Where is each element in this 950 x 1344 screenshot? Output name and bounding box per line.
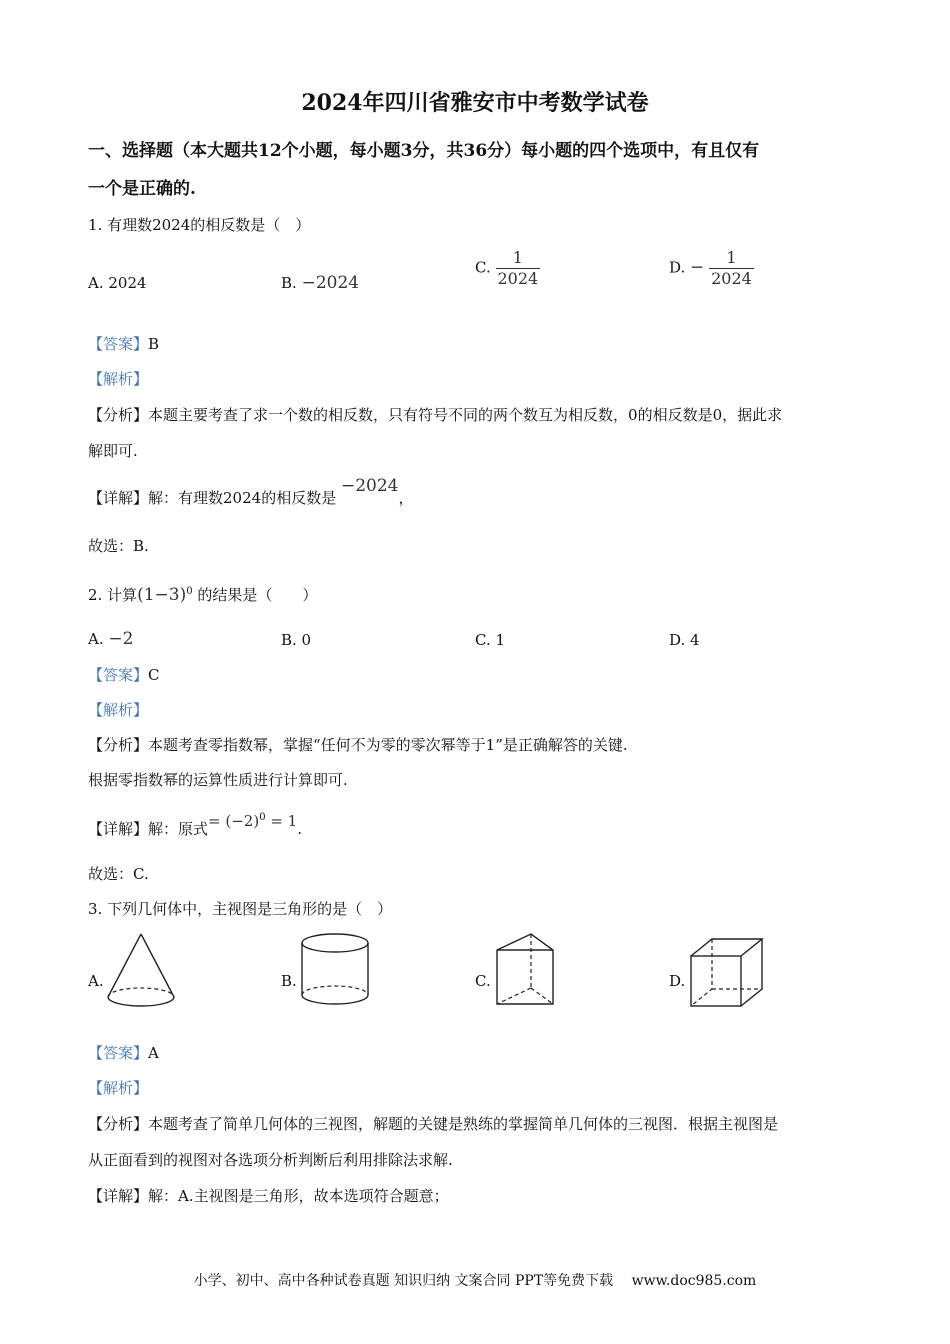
- q3-analysis-line1: [88, 1114, 778, 1134]
- q1-option-b: [281, 273, 359, 293]
- page-footer: 小学、初中、高中各种试卷真题 知识归纳 文案合同 PPT等免费下载 www.doc985.com: [193, 1273, 757, 1289]
- q1-answer-value: B: [148, 335, 160, 353]
- q1-option-d-fraction: [709, 248, 754, 289]
- q1-option-d: [669, 248, 754, 289]
- q2-detail-text: 解：原式: [148, 820, 209, 838]
- q1-detail: [88, 476, 414, 508]
- q1-choose: 故选：B.: [88, 537, 149, 555]
- cylinder-figure: [298, 930, 374, 1010]
- q2-answer: [88, 665, 160, 685]
- page-title: 2024年四川省雅安市中考数学试卷: [301, 90, 649, 116]
- q3-option-d-label: D.: [669, 972, 686, 990]
- q3-answer: [88, 1043, 159, 1063]
- q3-analysis-heading: [88, 1078, 148, 1098]
- analysis-tag: 【分析】: [88, 1115, 149, 1133]
- q1-stem: 1. 有理数2024的相反数是（ ）: [88, 216, 311, 234]
- q2-option-d: D. 4: [669, 631, 700, 649]
- q2-detail-math: = (−2): [208, 812, 260, 830]
- triangular-prism-figure: [493, 930, 557, 1010]
- q1-option-d-label: D.: [669, 258, 686, 277]
- q2-option-a-label: A.: [88, 630, 104, 648]
- analysis-head-tag: 【解析】: [88, 370, 149, 388]
- q2-stem-exp: 0: [186, 586, 193, 597]
- q2-detail-end: .: [297, 820, 302, 838]
- answer-tag: 【答案】: [88, 666, 149, 684]
- q3-answer-value: A: [148, 1044, 159, 1062]
- q2-stem-math: (1−3): [137, 585, 187, 605]
- q3-detail: [88, 1186, 449, 1206]
- q1-option-d-numerator: 1: [726, 248, 737, 267]
- analysis-head-tag: 【解析】: [88, 1079, 149, 1097]
- q2-option-b: B. 0: [281, 631, 312, 649]
- q2-option-a: [88, 629, 133, 649]
- q2-stem: [88, 582, 317, 605]
- q1-option-b-math: −2024: [301, 273, 360, 293]
- q1-analysis-text1: 本题主要考查了求一个数的相反数，只有符号不同的两个数互为相反数，0的相反数是0，据此求: [148, 406, 783, 424]
- q3-analysis-text1: 本题考查了简单几何体的三视图，解题的关键是熟练的掌握简单几何体的三视图．根据主视图是: [148, 1115, 779, 1133]
- q2-choose: 故选：C.: [88, 865, 149, 883]
- q2-stem-post: 的结果是（ ）: [197, 586, 318, 604]
- q1-detail-text: 解：有理数2024的相反数是: [148, 489, 337, 507]
- q1-detail-end: ，: [398, 489, 414, 507]
- q2-option-a-math: −2: [108, 629, 134, 649]
- q2-analysis-line2: 根据零指数幂的运算性质进行计算即可.: [88, 771, 348, 789]
- q1-option-d-sign: −: [690, 257, 705, 278]
- detail-tag: 【详解】: [88, 489, 149, 507]
- q2-analysis-text1: 本题考查零指数幂，掌握“任何不为零的零次幂等于1”是正确解答的关键.: [148, 736, 628, 754]
- section-heading-line1: 一、选择题（本大题共12个小题，每小题3分，共36分）每小题的四个选项中，有且仅有: [88, 141, 760, 161]
- analysis-tag: 【分析】: [88, 406, 149, 424]
- q3-option-a-label: A.: [88, 972, 104, 990]
- q1-analysis-line1: [88, 405, 782, 425]
- q1-answer: [88, 334, 159, 354]
- answer-tag: 【答案】: [88, 335, 149, 353]
- q3-detail-text: 解：A.主视图是三角形，故本选项符合题意；: [148, 1187, 449, 1205]
- q1-option-c-label: C.: [475, 258, 491, 277]
- analysis-tag: 【分析】: [88, 736, 149, 754]
- q1-option-a: A. 2024: [88, 274, 147, 292]
- q2-stem-pre: 2. 计算: [88, 586, 138, 604]
- q1-analysis-line2: 解即可.: [88, 442, 138, 460]
- q2-answer-value: C: [148, 666, 160, 684]
- q1-analysis-heading: [88, 369, 148, 389]
- q2-detail-math2: = 1: [265, 812, 298, 830]
- cone-figure: [104, 930, 178, 1010]
- q2-detail-exp: 0: [259, 812, 266, 823]
- q1-detail-math: −2024: [340, 476, 399, 496]
- q1-option-b-label: B.: [281, 274, 297, 292]
- q1-option-d-denominator: 2024: [711, 269, 752, 288]
- q2-analysis-heading: [88, 700, 148, 720]
- q2-option-c: C. 1: [475, 631, 506, 649]
- q1-option-c: [475, 248, 540, 289]
- q2-detail: [88, 812, 302, 839]
- q1-option-c-denominator: 2024: [497, 269, 539, 288]
- q1-option-c-numerator: 1: [512, 248, 523, 267]
- cube-figure: [688, 935, 766, 1011]
- q3-option-b-label: B.: [281, 972, 297, 990]
- q3-stem: 3. 下列几何体中，主视图是三角形的是（ ）: [88, 900, 393, 918]
- analysis-head-tag: 【解析】: [88, 701, 149, 719]
- q3-analysis-line2: 从正面看到的视图对各选项分析判断后利用排除法求解.: [88, 1151, 453, 1169]
- answer-tag: 【答案】: [88, 1044, 149, 1062]
- q3-option-c-label: C.: [475, 972, 491, 990]
- q1-option-c-fraction: [496, 248, 541, 289]
- section-heading-line2: 一个是正确的.: [88, 179, 196, 199]
- detail-tag: 【详解】: [88, 1187, 149, 1205]
- detail-tag: 【详解】: [88, 820, 149, 838]
- q2-analysis-line1: [88, 735, 628, 755]
